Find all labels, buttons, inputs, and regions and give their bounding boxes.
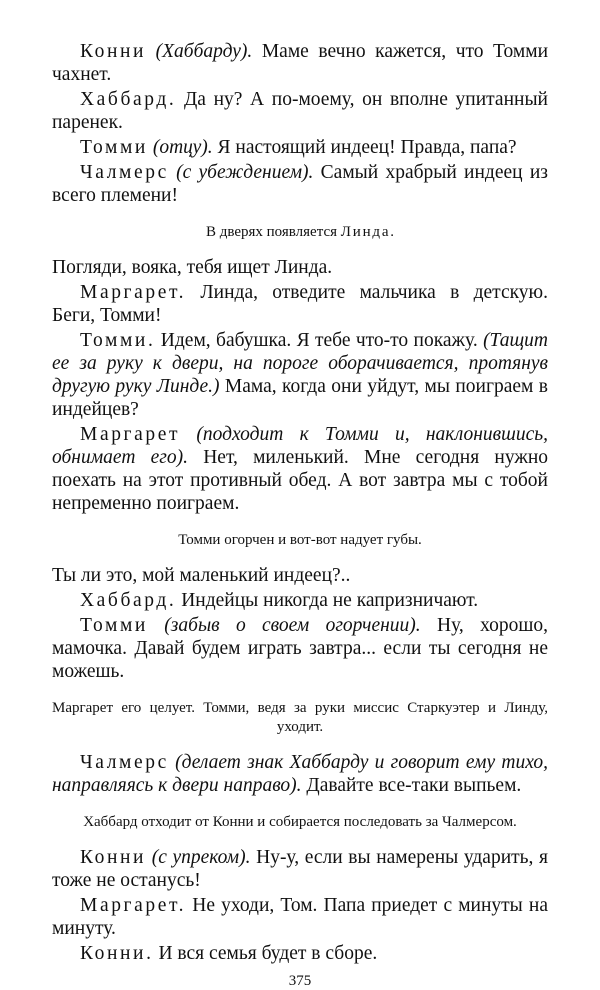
speaker-name: Чалмерс — [80, 752, 169, 773]
dialogue-paragraph — [52, 751, 548, 797]
speaker-name: Конни — [80, 847, 147, 868]
dialogue-paragraph — [52, 40, 548, 86]
dialogue-text: Идем, бабушка. Я тебе что-то покажу. — [155, 330, 484, 351]
speaker-name: Конни. — [80, 943, 154, 964]
stage-note: Хаббард отходит от Конни и собирается последовать за Чалмерсом. — [83, 814, 517, 830]
dialogue-paragraph — [52, 894, 548, 940]
stage-note: Томми огорчен и вот-вот надует губы. — [178, 532, 422, 548]
dialogue-text: Линда, отведите мальчика в детскую. Беги, Томми! — [52, 282, 548, 326]
dialogue-paragraph — [52, 281, 548, 327]
dialogue-text: Давайте все-таки выпьем. — [301, 775, 522, 796]
stage-note: В дверях появляется Линда. — [205, 224, 395, 240]
dialogue-paragraph — [52, 423, 548, 515]
dialogue-paragraph — [52, 329, 548, 421]
dialogue-continuation: Ты ли это, мой маленький индеец?.. — [52, 565, 351, 586]
dialogue-text: Индейцы никогда не капризничают. — [176, 590, 479, 611]
stage-direction: (отцу). — [152, 137, 213, 158]
page-number: 375 — [288, 973, 312, 989]
stage-direction: (делает знак Хаббарду и говорит ему тихо, направляясь к двери направо). — [52, 752, 548, 796]
dialogue-text: Ну-у, если вы намерены ударить, я тоже не останусь! — [52, 847, 549, 891]
book-page — [52, 40, 548, 990]
dialogue-paragraph — [52, 136, 548, 159]
dialogue-text: Я настоящий индеец! Правда, папа? — [212, 137, 517, 158]
stage-direction: (с упреком). — [151, 847, 251, 868]
dialogue-paragraph — [52, 614, 548, 683]
stage-note: Маргарет его целует. Томми, ведя за руки миссис Старкуэтер и Линду, уходит. — [52, 700, 548, 735]
speaker-name: Маргарет. — [80, 282, 187, 303]
dialogue-paragraph — [52, 942, 548, 965]
dialogue-paragraph — [52, 88, 548, 134]
stage-direction: (подходит к Томми и, наклонившись, обнимает его). — [52, 424, 549, 468]
dialogue-text: Маме вечно кажется, что Томми чахнет. — [52, 41, 548, 85]
character-name: Линда — [340, 224, 391, 240]
speaker-name: Томми — [80, 137, 148, 158]
stage-direction: (Тащит ее за руку к двери, на пороге оборачивается, протянув другую руку Линде.) — [52, 330, 548, 397]
speaker-name: Конни — [80, 41, 147, 62]
speaker-name: Маргарет — [80, 424, 181, 445]
dialogue-paragraph — [52, 846, 548, 892]
speaker-name: Маргарет. — [80, 895, 187, 916]
dialogue-text: Не уходи, Том. Папа приедет с минуты на минуту. — [52, 895, 548, 939]
dialogue-text: Нет, миленький. Мне сегодня нужно поехать на этот противный обед. А вот завтра мы с тобой непременно поиграем. — [52, 447, 549, 514]
speaker-name: Хаббард. — [80, 89, 177, 110]
dialogue-text: Самый храбрый индеец из всего племени! — [52, 162, 548, 206]
speaker-name: Хаббард. — [80, 590, 177, 611]
speaker-name: Томми — [80, 615, 148, 636]
speaker-name: Томми. — [80, 330, 156, 351]
dialogue-text: Мама, когда они уйдут, мы поиграем в индейцев? — [52, 376, 548, 420]
dialogue-text: Ну, хорошо, мамочка. Давай будем играть завтра... если ты сегодня не можешь. — [52, 615, 548, 682]
stage-direction: (забыв о своем огорчении). — [164, 615, 421, 636]
dialogue-text: И вся семья будет в сборе. — [153, 943, 378, 964]
speaker-name: Чалмерс — [80, 162, 169, 183]
dialogue-paragraph — [52, 161, 548, 207]
stage-direction: (Хаббарду). — [155, 41, 253, 62]
dialogue-text: Да ну? А по-моему, он вполне упитанный паренек. — [52, 89, 548, 133]
dialogue-paragraph — [52, 589, 548, 612]
dialogue-continuation: Погляди, вояка, тебя ищет Линда. — [52, 257, 333, 278]
stage-direction: (с убеждением). — [176, 162, 314, 183]
